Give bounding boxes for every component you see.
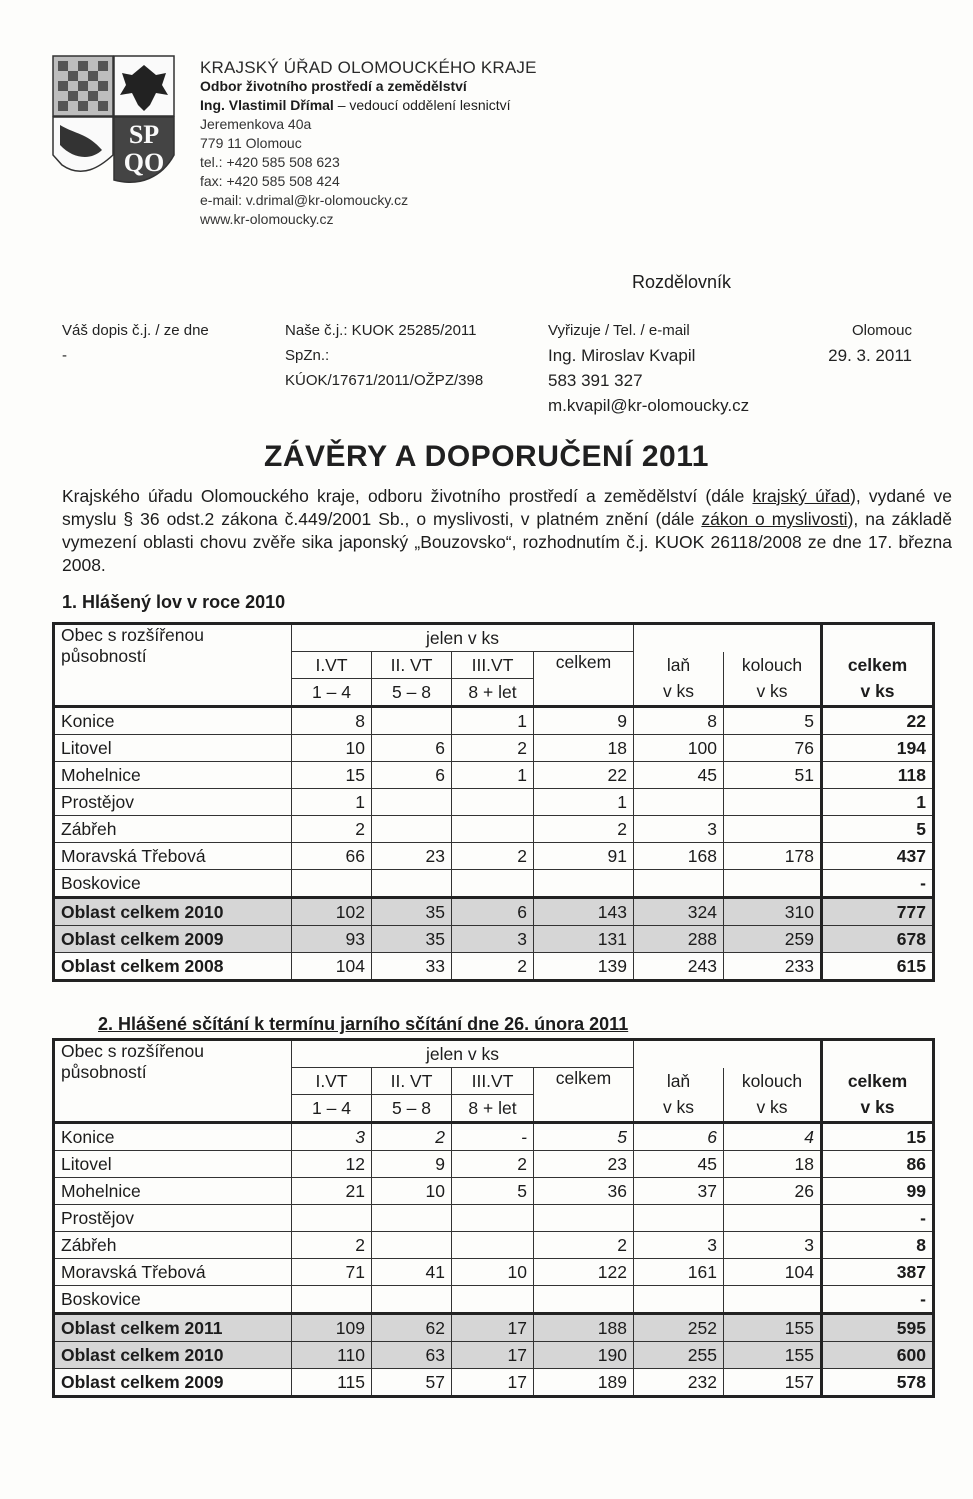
header-lan: laň	[634, 1068, 724, 1095]
cell-2: 5	[452, 1178, 534, 1205]
cell-0: 10	[292, 735, 372, 762]
handler-phone: 583 391 327	[548, 371, 643, 390]
total-row	[54, 953, 934, 981]
cell-6: 600	[822, 1342, 934, 1369]
email-link[interactable]: e-mail: v.drimal@kr-olomoucky.cz	[200, 192, 409, 208]
header-total-unit: v ks	[822, 679, 934, 707]
header-vt-range-3: 8 + let	[452, 1095, 534, 1123]
table-row	[54, 1286, 934, 1314]
row-label: Prostějov	[54, 789, 292, 816]
cell-1: 23	[372, 843, 452, 870]
cell-4: 3	[634, 816, 724, 843]
cell-6: 8	[822, 1232, 934, 1259]
table-row	[54, 735, 934, 762]
cell-2	[452, 789, 534, 816]
header-vt-range-2: 5 – 8	[372, 1095, 452, 1123]
cell-2: 2	[452, 843, 534, 870]
cell-5: 178	[724, 843, 822, 870]
para-part-2: ), vydané ve smyslu § 36 odst.2 zákona č.449/2001 Sb., o myslivosti, v platném znění (dále	[62, 486, 952, 529]
cell-0: 110	[292, 1342, 372, 1369]
cell-3: 143	[534, 898, 634, 926]
your-ref-label: Váš dopis č.j. / ze dne	[62, 322, 209, 339]
cell-4: 6	[634, 1123, 724, 1151]
row-label: Moravská Třebová	[54, 1259, 292, 1286]
cell-3: 131	[534, 926, 634, 953]
cell-4: 324	[634, 898, 724, 926]
row-label: Prostějov	[54, 1205, 292, 1232]
cell-3	[534, 1205, 634, 1232]
header-jelen: jelen v ks	[292, 624, 634, 652]
cell-0: 109	[292, 1314, 372, 1342]
cell-2: 2	[452, 1151, 534, 1178]
header-vt-3: III.VT	[452, 652, 534, 679]
cell-5: 310	[724, 898, 822, 926]
cell-0: 71	[292, 1259, 372, 1286]
row-label: Oblast celkem 2011	[54, 1314, 292, 1342]
person-name: Ing. Vlastimil Dřímal	[200, 97, 334, 113]
header-kolouch-unit: v ks	[724, 679, 822, 707]
cell-5: 233	[724, 953, 822, 981]
cell-4: 168	[634, 843, 724, 870]
cell-6: 777	[822, 898, 934, 926]
table-row	[54, 762, 934, 789]
cell-2: 2	[452, 735, 534, 762]
header-obec-line1: Obec s rozšířenou	[61, 625, 204, 645]
cell-0: 115	[292, 1369, 372, 1397]
department: Odbor životního prostředí a zemědělství	[200, 78, 467, 94]
para-part-1: Krajského úřadu Olomouckého kraje, odboru životního prostředí a zemědělství (dále	[62, 486, 753, 506]
cell-2: 6	[452, 898, 534, 926]
header-jelen: jelen v ks	[292, 1040, 634, 1068]
header-kolouch: kolouch	[724, 1068, 822, 1095]
total-row	[54, 1314, 934, 1342]
table-row	[54, 1259, 934, 1286]
cell-2	[452, 1286, 534, 1314]
header-jelen-celkem: celkem	[534, 1068, 634, 1123]
header-vt-range-3: 8 + let	[452, 679, 534, 707]
header-lan: laň	[634, 652, 724, 679]
header-blank	[634, 1040, 822, 1068]
cell-3: 91	[534, 843, 634, 870]
section2-title: 2. Hlášené sčítání k termínu jarního sčítání dne 26. února 2011	[98, 1014, 629, 1034]
cell-1	[372, 1286, 452, 1314]
header-obec	[54, 1040, 292, 1123]
cell-5	[724, 789, 822, 816]
cell-3: 5	[534, 1123, 634, 1151]
cell-3: 9	[534, 707, 634, 735]
header-vt-3: III.VT	[452, 1068, 534, 1095]
crest-letters-bottom: QO	[123, 148, 165, 177]
cell-3	[534, 870, 634, 898]
cell-4	[634, 1286, 724, 1314]
cell-0: 104	[292, 953, 372, 981]
cell-1: 6	[372, 735, 452, 762]
header-total-unit: v ks	[822, 1095, 934, 1123]
cell-6: 578	[822, 1369, 934, 1397]
cell-3: 188	[534, 1314, 634, 1342]
contact-person	[200, 96, 537, 115]
cell-2: 17	[452, 1369, 534, 1397]
distribution-label: Rozdělovník	[632, 272, 732, 292]
cell-6: 387	[822, 1259, 934, 1286]
cell-1	[372, 707, 452, 735]
cell-0	[292, 1286, 372, 1314]
cell-1	[372, 789, 452, 816]
street: Jeremenkova 40a	[200, 116, 312, 132]
cell-4	[634, 1205, 724, 1232]
cell-6: 1	[822, 789, 934, 816]
cell-3: 190	[534, 1342, 634, 1369]
cell-5	[724, 816, 822, 843]
cell-2: 3	[452, 926, 534, 953]
cell-6: -	[822, 1205, 934, 1232]
table-row	[54, 1205, 934, 1232]
total-row	[54, 1369, 934, 1397]
cell-4: 255	[634, 1342, 724, 1369]
row-label: Moravská Třebová	[54, 843, 292, 870]
website-link[interactable]: www.kr-olomoucky.cz	[200, 211, 334, 227]
header-obec-line2: působností	[61, 646, 147, 666]
cell-1: 41	[372, 1259, 452, 1286]
intro-paragraph	[62, 485, 952, 577]
cell-1: 6	[372, 762, 452, 789]
cell-4: 243	[634, 953, 724, 981]
header-vt-range-1: 1 – 4	[292, 679, 372, 707]
header-kolouch: kolouch	[724, 652, 822, 679]
cell-6: 15	[822, 1123, 934, 1151]
cell-4	[634, 870, 724, 898]
person-role: – vedoucí oddělení lesnictví	[333, 97, 511, 113]
row-label: Litovel	[54, 1151, 292, 1178]
total-row	[54, 898, 934, 926]
cell-2	[452, 816, 534, 843]
table-row	[54, 1178, 934, 1205]
cell-5: 18	[724, 1151, 822, 1178]
total-row	[54, 1342, 934, 1369]
phone: tel.: +420 585 508 623	[200, 154, 340, 170]
handler-label: Vyřizuje / Tel. / e-mail	[548, 322, 690, 339]
cell-1: 35	[372, 926, 452, 953]
cell-1	[372, 816, 452, 843]
header-total: celkem	[822, 1068, 934, 1095]
cell-4: 45	[634, 762, 724, 789]
cell-2	[452, 1205, 534, 1232]
row-label: Boskovice	[54, 1286, 292, 1314]
header-obec	[54, 624, 292, 707]
our-ref-line2: SpZn.:	[285, 347, 330, 364]
header-obec-line1: Obec s rozšířenou	[61, 1041, 204, 1061]
header-blank-total	[822, 1040, 934, 1068]
cell-6: -	[822, 1286, 934, 1314]
cell-6: 22	[822, 707, 934, 735]
table-row	[54, 1123, 934, 1151]
cell-6: 5	[822, 816, 934, 843]
crest-letters-top: SP	[128, 120, 160, 149]
cell-1	[372, 1232, 452, 1259]
header-vt-2: II. VT	[372, 652, 452, 679]
cell-1	[372, 870, 452, 898]
cell-3: 23	[534, 1151, 634, 1178]
row-label: Oblast celkem 2010	[54, 898, 292, 926]
cell-1: 57	[372, 1369, 452, 1397]
row-label: Oblast celkem 2009	[54, 1369, 292, 1397]
cell-0	[292, 1205, 372, 1232]
cell-1: 62	[372, 1314, 452, 1342]
total-row	[54, 926, 934, 953]
row-label: Oblast celkem 2008	[54, 953, 292, 981]
header-kolouch-unit: v ks	[724, 1095, 822, 1123]
cell-4: 8	[634, 707, 724, 735]
cell-5	[724, 1205, 822, 1232]
cell-1: 63	[372, 1342, 452, 1369]
cell-2	[452, 1232, 534, 1259]
hunting-table-2010	[52, 622, 935, 982]
header-lan-unit: v ks	[634, 1095, 724, 1123]
cell-2: 17	[452, 1314, 534, 1342]
cell-3: 189	[534, 1369, 634, 1397]
cell-1: 33	[372, 953, 452, 981]
cell-5: 104	[724, 1259, 822, 1286]
cell-3: 122	[534, 1259, 634, 1286]
cell-4: 161	[634, 1259, 724, 1286]
census-table-2011	[52, 1038, 935, 1398]
cell-4: 45	[634, 1151, 724, 1178]
cell-2: 1	[452, 707, 534, 735]
row-label: Zábřeh	[54, 816, 292, 843]
row-label: Oblast celkem 2009	[54, 926, 292, 953]
para-underline-1: krajský úřad	[752, 486, 851, 506]
row-label: Konice	[54, 707, 292, 735]
header-blank	[634, 624, 822, 652]
header-vt-1: I.VT	[292, 1068, 372, 1095]
cell-0: 1	[292, 789, 372, 816]
row-label: Boskovice	[54, 870, 292, 898]
cell-5: 259	[724, 926, 822, 953]
header-vt-range-2: 5 – 8	[372, 679, 452, 707]
cell-0: 66	[292, 843, 372, 870]
header-jelen-celkem: celkem	[534, 652, 634, 707]
header-vt-range-1: 1 – 4	[292, 1095, 372, 1123]
cell-3	[534, 1286, 634, 1314]
cell-4: 288	[634, 926, 724, 953]
cell-6: 615	[822, 953, 934, 981]
section1-title: 1. Hlášený lov v roce 2010	[62, 592, 286, 612]
header-row	[54, 1040, 934, 1068]
cell-0: 102	[292, 898, 372, 926]
table-row	[54, 789, 934, 816]
cell-1: 9	[372, 1151, 452, 1178]
cell-2: 10	[452, 1259, 534, 1286]
row-label: Litovel	[54, 735, 292, 762]
cell-6: 194	[822, 735, 934, 762]
handler	[548, 318, 749, 418]
header-vt-2: II. VT	[372, 1068, 452, 1095]
cell-5: 155	[724, 1342, 822, 1369]
cell-6: 86	[822, 1151, 934, 1178]
your-ref	[62, 318, 209, 368]
cell-0: 8	[292, 707, 372, 735]
para-underline-2: zákon o myslivosti	[701, 509, 848, 529]
our-ref-line1: Naše č.j.: KUOK 25285/2011	[285, 322, 477, 339]
cell-3: 1	[534, 789, 634, 816]
place-date	[800, 318, 912, 368]
row-label: Mohelnice	[54, 1178, 292, 1205]
header-obec-line2: působností	[61, 1062, 147, 1082]
table-row	[54, 816, 934, 843]
cell-5: 155	[724, 1314, 822, 1342]
our-ref	[285, 318, 483, 393]
cell-0: 15	[292, 762, 372, 789]
handler-email[interactable]: m.kvapil@kr-olomoucky.cz	[548, 396, 750, 415]
cell-2: -	[452, 1123, 534, 1151]
your-ref-value: -	[62, 347, 67, 364]
city: 779 11 Olomouc	[200, 135, 302, 151]
cell-4: 37	[634, 1178, 724, 1205]
cell-4: 100	[634, 735, 724, 762]
cell-3: 2	[534, 1232, 634, 1259]
table-row	[54, 707, 934, 735]
cell-1: 2	[372, 1123, 452, 1151]
fax: fax: +420 585 508 424	[200, 173, 340, 189]
cell-1	[372, 1205, 452, 1232]
header-blank-total	[822, 624, 934, 652]
cell-6: 595	[822, 1314, 934, 1342]
cell-0: 2	[292, 816, 372, 843]
row-label: Zábřeh	[54, 1232, 292, 1259]
cell-1: 35	[372, 898, 452, 926]
cell-4	[634, 789, 724, 816]
cell-6: -	[822, 870, 934, 898]
cell-6: 99	[822, 1178, 934, 1205]
cell-3: 22	[534, 762, 634, 789]
cell-2	[452, 870, 534, 898]
cell-4: 232	[634, 1369, 724, 1397]
row-label: Konice	[54, 1123, 292, 1151]
cell-5: 4	[724, 1123, 822, 1151]
cell-6: 437	[822, 843, 934, 870]
cell-2: 2	[452, 953, 534, 981]
cell-3: 36	[534, 1178, 634, 1205]
table-row	[54, 1151, 934, 1178]
table-row	[54, 1232, 934, 1259]
header-lan-unit: v ks	[634, 679, 724, 707]
cell-0	[292, 870, 372, 898]
header-total: celkem	[822, 652, 934, 679]
handler-name: Ing. Miroslav Kvapil	[548, 346, 696, 365]
cell-3: 139	[534, 953, 634, 981]
table-row	[54, 843, 934, 870]
cell-0: 3	[292, 1123, 372, 1151]
cell-1: 10	[372, 1178, 452, 1205]
cell-6: 118	[822, 762, 934, 789]
header-row	[54, 624, 934, 652]
cell-5: 157	[724, 1369, 822, 1397]
cell-3: 2	[534, 816, 634, 843]
letterhead	[200, 58, 537, 229]
cell-0: 12	[292, 1151, 372, 1178]
row-label: Mohelnice	[54, 762, 292, 789]
cell-5: 3	[724, 1232, 822, 1259]
cell-5	[724, 870, 822, 898]
cell-2: 17	[452, 1342, 534, 1369]
cell-2: 1	[452, 762, 534, 789]
cell-5: 76	[724, 735, 822, 762]
document-title: ZÁVĚRY A DOPORUČENÍ 2011	[264, 440, 709, 473]
cell-5	[724, 1286, 822, 1314]
row-label: Oblast celkem 2010	[54, 1342, 292, 1369]
cell-6: 678	[822, 926, 934, 953]
para-part-3: ), na základě vymezení oblasti chovu zvěře sika japonský „Bouzovsko“, rozhodnutím č.j. KUOK 26118/2008 ze dne 17. března 2008.	[62, 509, 953, 575]
cell-5: 5	[724, 707, 822, 735]
place: Olomouc	[851, 322, 912, 339]
cell-3: 18	[534, 735, 634, 762]
region-crest-logo	[52, 55, 176, 189]
cell-5: 51	[724, 762, 822, 789]
cell-5: 26	[724, 1178, 822, 1205]
date: 29. 3. 2011	[828, 346, 912, 365]
table-row	[54, 870, 934, 898]
org-name: KRAJSKÝ ÚŘAD OLOMOUCKÉHO KRAJE	[200, 58, 537, 77]
cell-0: 93	[292, 926, 372, 953]
our-ref-line3: KÚOK/17671/2011/OŽPZ/398	[285, 372, 484, 389]
header-vt-1: I.VT	[292, 652, 372, 679]
cell-4: 252	[634, 1314, 724, 1342]
cell-0: 21	[292, 1178, 372, 1205]
cell-0: 2	[292, 1232, 372, 1259]
cell-4: 3	[634, 1232, 724, 1259]
